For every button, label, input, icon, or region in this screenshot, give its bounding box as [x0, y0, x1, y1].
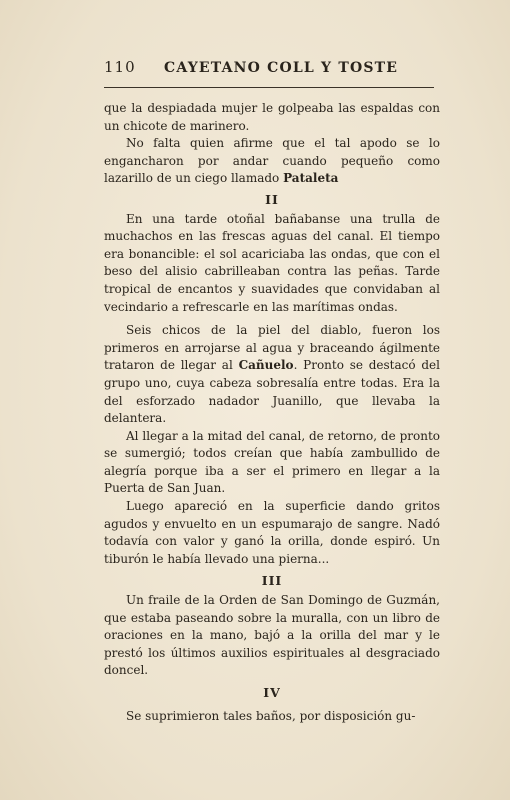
page-header: [104, 58, 434, 76]
paragraph: No falta quien afirme que el tal apodo se lo engancharon por andar cuando pequeño como lazarillo de un ciego llamado Pataleta: [104, 136, 440, 186]
paragraph: Luego apareció en la superficie dando gritos agudos y envuelto en un espumarajo de sangre. Nadó todavía con valor y ganó la orilla, donde espiró. Un tiburón le había llevado una pierna...: [104, 499, 440, 566]
section-heading: III: [261, 573, 283, 589]
emphasis-place: Cañuelo: [238, 358, 294, 373]
section-heading: IV: [263, 685, 281, 700]
emphasis-name: Pataleta: [283, 171, 339, 186]
section-heading: II: [265, 191, 279, 207]
paragraph: que la despiadada mujer le golpeaba las espaldas con un chicote de marinero.: [104, 101, 440, 133]
paragraph: Se suprimieron tales baños, por disposición gu-: [126, 708, 416, 723]
page-body: [104, 100, 440, 725]
paragraph: Un fraile de la Orden de San Domingo de Guzmán, que estaba paseando sobre la muralla, con un libro de oraciones en la mano, bajó a la orilla del mar y le prestó los últimos auxilios espirituales al desgraciado doncel.: [104, 593, 440, 678]
paragraph: Al llegar a la mitad del canal, de retorno, de pronto se sumergió; todos creían que había zambullido de alegría porque iba a ser el primero en llegar a la Puerta de San Juan.: [104, 428, 440, 496]
paragraph: Seis chicos de la piel del diablo, fueron los primeros en arrojarse al agua y braceando ágilmente trataron de llegar al Cañuelo. Pronto se destacó del grupo uno, cuya cabeza sobresalía entre todas. Era la del esforzado nadador Juanillo, que llevaba la delantera.: [104, 323, 440, 426]
paragraph: En una tarde otoñal bañabanse una trulla de muchachos en las frescas aguas del canal. El tiempo era bonancible: el sol acariciaba las ondas, que con el beso del alisio cabrilleaban contra las peñas. Tarde tropical de encantos y suavidades que convidaban al vecindario a refrescarle en las marítimas ondas.: [104, 211, 440, 314]
page-number: 110: [104, 58, 136, 76]
header-rule: [104, 87, 434, 88]
running-head: CAYETANO COLL Y TOSTE: [164, 60, 399, 76]
